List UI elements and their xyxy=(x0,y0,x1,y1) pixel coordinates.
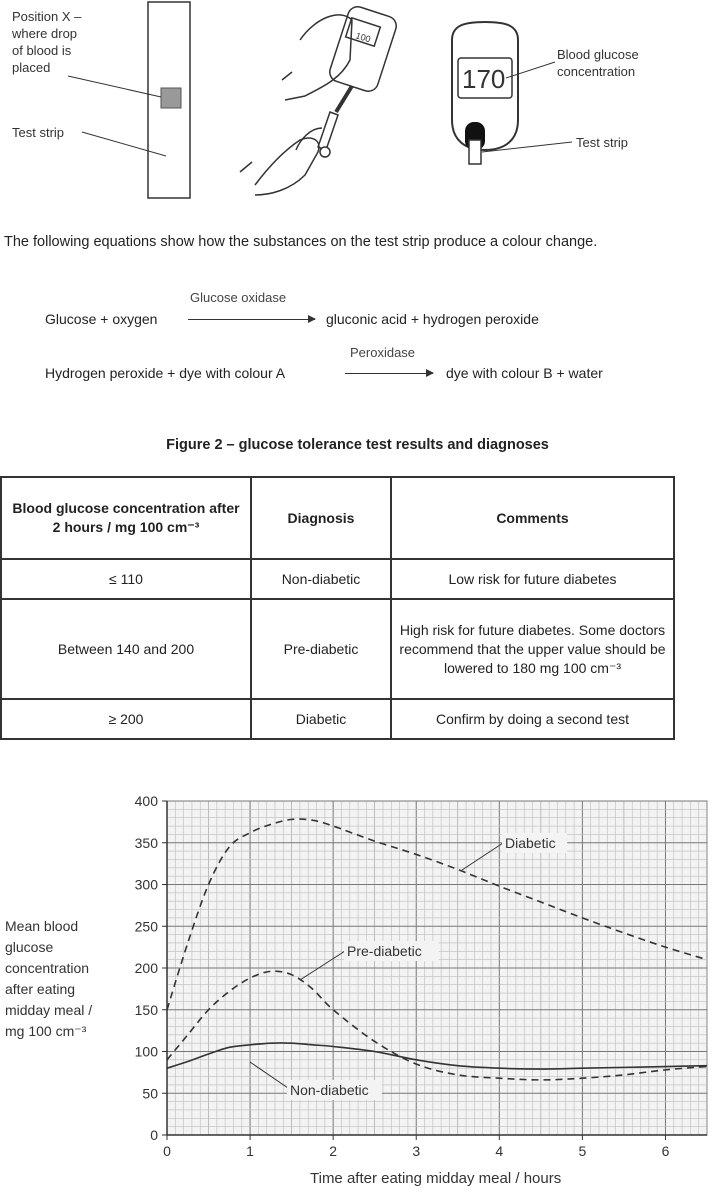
annotation-diabetic: Diabetic xyxy=(505,835,556,851)
cell-diagnosis: Pre-diabetic xyxy=(251,599,391,699)
equation-2-arrow xyxy=(345,373,433,374)
cell-value: Between 140 and 200 xyxy=(1,599,251,699)
x-tick-label: 4 xyxy=(495,1143,504,1159)
cell-comment: Low risk for future diabetes xyxy=(391,559,674,599)
test-strip-label: Test strip xyxy=(12,125,65,140)
intro-text: The following equations show how the substances on the test strip produce a colour change. xyxy=(4,234,598,250)
equation-1-enzyme: Glucose oxidase xyxy=(190,290,287,305)
x-tick-label: 1 xyxy=(246,1143,254,1159)
x-tick-label: 6 xyxy=(661,1143,670,1159)
hand-meter-icon xyxy=(240,4,399,195)
annotation-non-diabetic: Non-diabetic xyxy=(290,1082,369,1098)
cell-diagnosis: Diabetic xyxy=(251,699,391,739)
equation-2-right: dye with colour B + water xyxy=(446,365,603,381)
table-header-row xyxy=(1,477,674,559)
glucose-label-line-2: concentration xyxy=(557,64,636,79)
equation-1-arrow xyxy=(188,319,315,320)
equation-1-right: gluconic acid + hydrogen peroxide xyxy=(326,311,539,327)
x-tick-label: 0 xyxy=(163,1143,171,1159)
results-table xyxy=(0,476,675,740)
table-row xyxy=(1,699,674,739)
glucose-label-line-1: Blood glucose xyxy=(557,47,639,62)
x-tick-label: 2 xyxy=(329,1143,338,1159)
position-x-line-1: Position X – xyxy=(12,9,82,24)
position-x-line-4: placed xyxy=(12,60,51,75)
grid-lines xyxy=(167,801,707,1135)
cell-diagnosis: Non-diabetic xyxy=(251,559,391,599)
x-tick-label: 5 xyxy=(578,1143,587,1159)
y-tick-label: 400 xyxy=(134,793,158,809)
figure2-title: Figure 2 – glucose tolerance test results and diagnoses xyxy=(166,437,549,453)
table-row xyxy=(1,599,674,699)
chart-y-label: Mean blood glucose concentration after eating midday meal / mg 100 cm⁻³ xyxy=(5,918,93,1039)
glucose-chart xyxy=(0,780,715,1170)
meter-reading: 170 xyxy=(462,64,506,94)
figure1-drawings xyxy=(0,0,715,215)
annotation-pre-diabetic: Pre-diabetic xyxy=(347,943,422,959)
y-tick-label: 200 xyxy=(134,960,158,976)
chart-x-label: Time after eating midday meal / hours xyxy=(310,1170,562,1187)
y-tick-label: 300 xyxy=(134,876,158,893)
y-tick-label: 0 xyxy=(150,1127,158,1143)
position-x-line-2: where drop xyxy=(12,26,78,41)
equation-1-left: Glucose + oxygen xyxy=(45,311,158,327)
cell-comment: Confirm by doing a second test xyxy=(391,699,674,739)
y-tick-label: 150 xyxy=(134,1001,158,1018)
header-blood-glucose: Blood glucose concentration after 2 hours / mg 100 cm⁻³ xyxy=(1,477,251,559)
cell-value: ≤ 110 xyxy=(1,559,251,599)
position-x-line-3: of blood is xyxy=(12,43,72,58)
x-tick-label: 3 xyxy=(412,1143,421,1159)
position-x-square xyxy=(161,88,181,108)
test-strip-label-2: Test strip xyxy=(576,135,629,150)
equation-2-left: Hydrogen peroxide + dye with colour A xyxy=(45,365,286,381)
cell-comment: High risk for future diabetes. Some doctors recommend that the upper value should be lowered to 180 mg 100 cm⁻³ xyxy=(391,599,674,699)
equation-2-enzyme: Peroxidase xyxy=(350,345,416,360)
header-comments: Comments xyxy=(391,477,674,559)
y-tick-label: 50 xyxy=(142,1085,158,1102)
position-x-leader xyxy=(68,76,161,97)
y-tick-label: 350 xyxy=(134,834,158,851)
glucose-concentration-label xyxy=(557,46,639,80)
y-tick-label: 100 xyxy=(134,1043,158,1060)
small-meter-reading: 100 xyxy=(354,30,372,45)
cell-value: ≥ 200 xyxy=(1,699,251,739)
table-row xyxy=(1,559,674,599)
header-diagnosis: Diagnosis xyxy=(251,477,391,559)
y-tick-label: 250 xyxy=(134,918,158,935)
